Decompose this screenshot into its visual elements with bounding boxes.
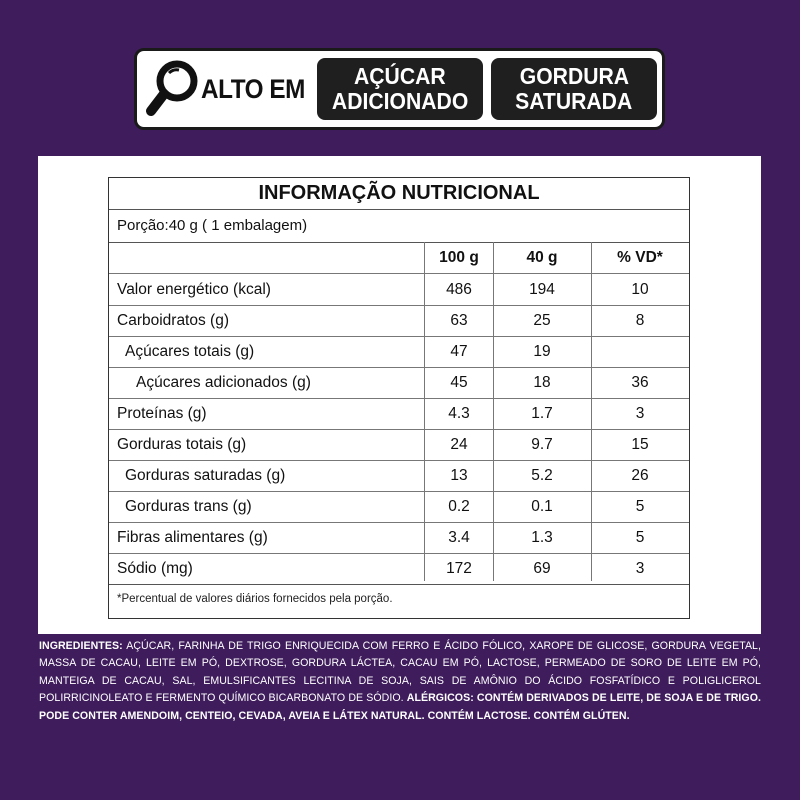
seal-saturated-fat-line2: SATURADA <box>515 88 633 114</box>
seal-saturated-fat-line1: GORDURA <box>519 63 629 89</box>
seal-alto-em: ALTO EM <box>201 73 305 104</box>
seal-added-sugar <box>317 58 483 120</box>
nutrient-label: Proteínas (g) <box>117 405 207 422</box>
table-row <box>109 491 689 523</box>
value-percent-dv: 10 <box>631 281 649 298</box>
value-per-100g: 4.3 <box>448 405 470 422</box>
seal-added-sugar-line1: AÇÚCAR <box>354 63 446 89</box>
value-per-100g: 45 <box>450 374 468 391</box>
nutrient-label: Açúcares adicionados (g) <box>136 374 311 391</box>
value-per-portion: 69 <box>533 560 551 577</box>
ingredients-label: INGREDIENTES: <box>39 640 123 652</box>
value-per-100g: 0.2 <box>448 498 470 515</box>
value-per-portion: 1.3 <box>531 529 553 546</box>
nutrient-label: Gorduras trans (g) <box>125 498 252 515</box>
nutrient-label: Carboidratos (g) <box>117 312 229 329</box>
column-divider <box>424 242 425 581</box>
value-per-100g: 24 <box>450 436 468 453</box>
value-percent-dv: 5 <box>635 498 645 515</box>
value-per-100g: 172 <box>446 560 472 577</box>
table-row <box>109 305 689 337</box>
table-row <box>109 460 689 492</box>
magnifier-icon <box>145 57 201 121</box>
table-row <box>109 522 689 554</box>
warning-seal <box>134 48 665 130</box>
allergens-statement: ALÉRGICOS: CONTÉM DERIVADOS DE LEITE, DE SOJA E DE TRIGO. PODE CONTER AMENDOIM, CENTEIO, CEVADA, AVEIA E LÁTEX NATURAL. CONTÉM LACTOSE. CONTÉM GLÚTEN. <box>39 692 761 722</box>
value-percent-dv: 5 <box>635 529 645 546</box>
value-per-portion: 0.1 <box>531 498 553 515</box>
table-row <box>109 398 689 430</box>
ingredients-text <box>39 638 761 725</box>
table-row <box>109 429 689 461</box>
table-row <box>109 274 689 306</box>
nutrient-label: Açúcares totais (g) <box>125 343 255 360</box>
value-percent-dv: 3 <box>635 560 645 577</box>
nutrition-grid <box>109 242 689 581</box>
value-per-portion: 18 <box>533 374 551 391</box>
table-footnote: *Percentual de valores diários fornecidos pela porção. <box>117 593 393 605</box>
header-vd: % VD* <box>617 249 663 266</box>
value-percent-dv <box>591 336 689 367</box>
nutrient-label: Fibras alimentares (g) <box>117 529 268 546</box>
value-percent-dv: 8 <box>635 312 645 329</box>
column-divider <box>493 242 494 581</box>
seal-added-sugar-line2: ADICIONADO <box>331 88 469 114</box>
nutrient-label: Gorduras totais (g) <box>117 436 247 453</box>
seal-saturated-fat <box>491 58 657 120</box>
value-per-portion: 19 <box>533 343 551 360</box>
value-per-portion: 194 <box>529 281 555 298</box>
nutrition-panel <box>38 156 761 634</box>
value-per-100g: 47 <box>450 343 468 360</box>
portion-info: Porção:40 g ( 1 embalagem) <box>109 209 689 243</box>
value-per-100g: 3.4 <box>448 529 470 546</box>
value-per-100g: 486 <box>446 281 472 298</box>
header-100g: 100 g <box>439 249 479 266</box>
value-per-100g: 63 <box>450 312 468 329</box>
nutrition-table <box>108 177 690 619</box>
table-row <box>109 367 689 399</box>
column-divider <box>591 242 592 581</box>
nutrient-label: Valor energético (kcal) <box>117 281 271 298</box>
nutrient-label: Sódio (mg) <box>117 560 193 577</box>
ingredients-list: AÇÚCAR, FARINHA DE TRIGO ENRIQUECIDA COM FERRO E ÁCIDO FÓLICO, XAROPE DE GLICOSE, GORDURA VEGETAL, MASSA DE CACAU, LEITE EM PÓ, DEXTROSE, GORDURA LÁCTEA, CACAU EM PÓ, LACTOSE, PERMEADO DE SORO DE LEITE EM PÓ, MANTEIGA DE CACAU, SAL, EMULSIFICANTES LECITINA DE SOJA, SAIS DE AMÔNIO DO ÁCIDO FOSFATÍDICO E POLIGLICEROL POLIRRICINOLEATO E FERMENTO QUÍMICO BICARBONATO DE SÓDIO. <box>39 640 761 705</box>
value-per-portion: 9.7 <box>531 436 553 453</box>
value-per-portion: 5.2 <box>531 467 553 484</box>
value-percent-dv: 26 <box>631 467 649 484</box>
value-per-portion: 25 <box>533 312 551 329</box>
nutrition-table-title: INFORMAÇÃO NUTRICIONAL <box>109 178 689 210</box>
value-per-100g: 13 <box>450 467 468 484</box>
header-40g: 40 g <box>526 249 558 266</box>
value-per-portion: 1.7 <box>531 405 553 422</box>
value-percent-dv: 15 <box>631 436 649 453</box>
table-row <box>109 336 689 368</box>
nutrient-label: Gorduras saturadas (g) <box>125 467 286 484</box>
table-header-row <box>109 242 689 274</box>
value-percent-dv: 3 <box>635 405 645 422</box>
value-percent-dv: 36 <box>631 374 649 391</box>
